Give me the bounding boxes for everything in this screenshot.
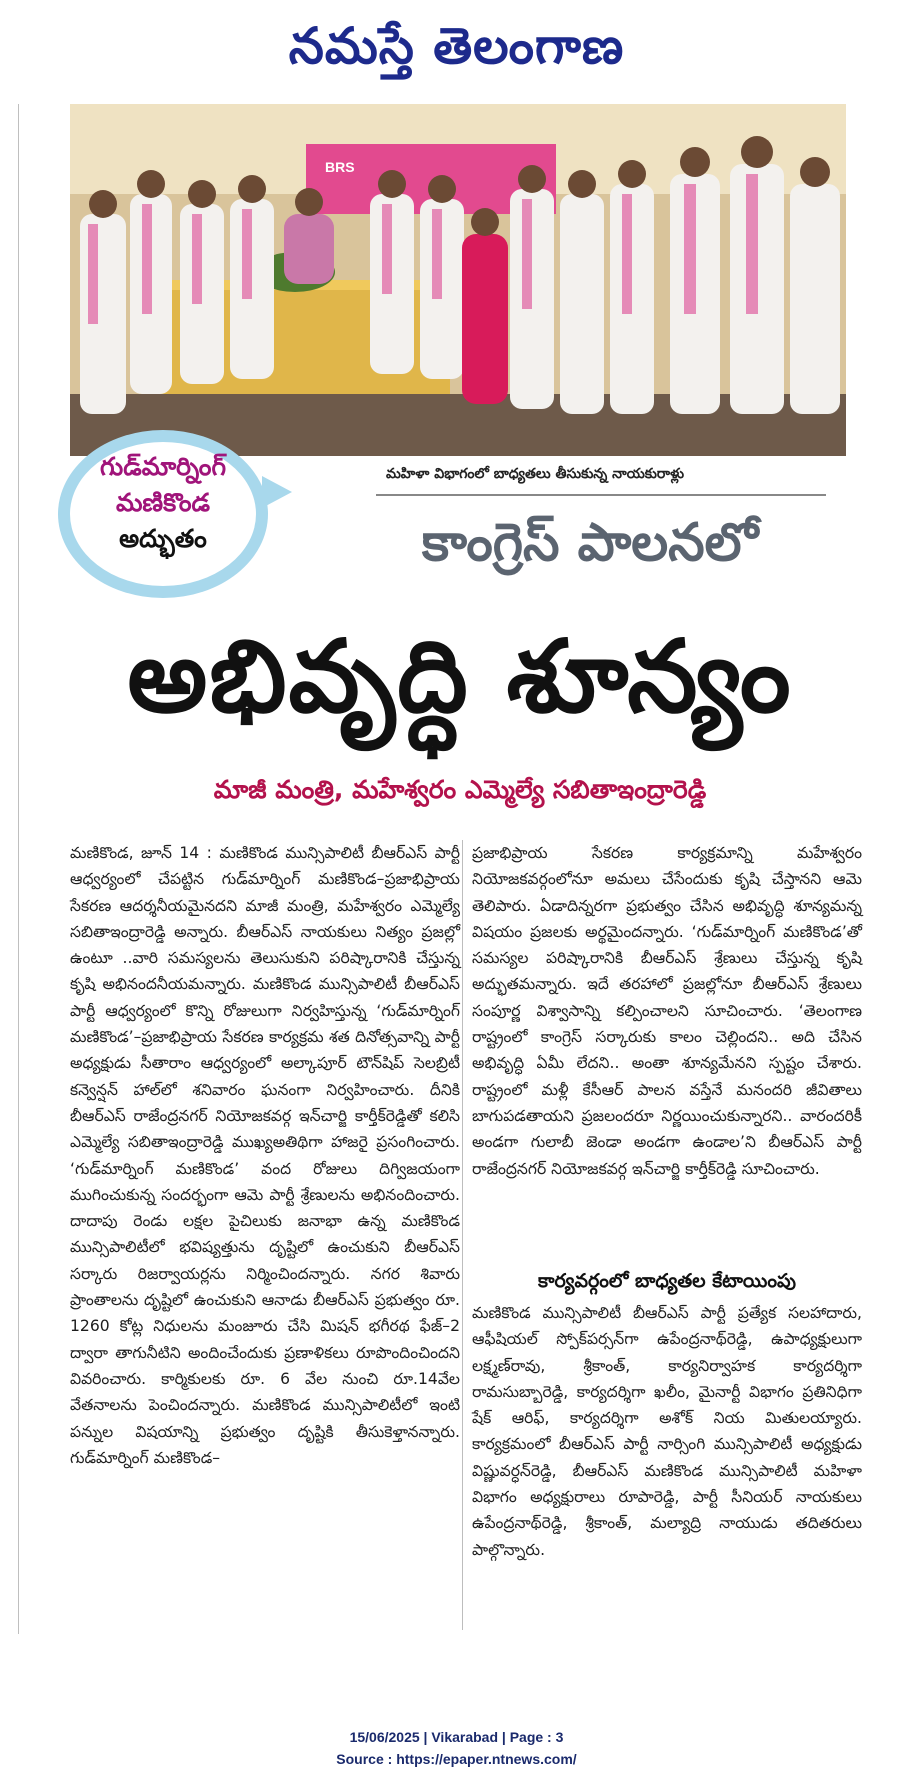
- photo-caption: మహిళా విభాగంలో బాధ్యతలు తీసుకున్న నాయకురాళ్లు: [386, 466, 685, 482]
- banner-text: BRS: [325, 159, 355, 175]
- badge-line-2: మణికొండ: [115, 488, 211, 517]
- article-column-2: ప్రజాభిప్రాయ సేకరణ కార్యక్రమాన్ని మహేశ్వరం నియోజకవర్గంలోనూ అమలు చేసేందుకు కృషి చేస్తానని ఆమె తెలిపారు. ఏడాదిన్నరగా ప్రభుత్వం చేసిన అభివృద్ధి శూన్యమన్న విషయం ప్రజలకు అర్థమైందన్నారు. ‘గుడ్‌మార్నింగ్ మణికొండ’తో సమస్యల పరిష్కారానికి బీఆర్ఎస్ శ్రేణులు చేస్తున్న కృషి అద్భుతమన్నారు. ఇదే తరహాలో ప్రజల్లోనూ బీఆర్ఎస్ శ్రేణులు సంపూర్ణ విశ్వాసాన్ని కల్పించాలని సూచించారు. ‘తెలంగాణ రాష్ట్రంలో కాంగ్రెస్ సర్కారుకు కాలం చెల్లిందని.. అది చేసిన అభివృద్ధి ఏమీ లేదని.. అంతా శూన్యమేనని స్పష్టం చేశారు. రాష్ట్రంలో మళ్లీ కేసీఆర్ పాలన వస్తేనే మనందరి జీవితాలు బాగుపడతాయని ప్రజలందరూ నిర్ణయించుకున్నారని.. వారందరికీ అండగా గులాబీ జెండా అండగా ఉండాల’ని బీఆర్ఎస్ పార్టీ రాజేంద్రనగర్ నియోజకవర్గ ఇన్‌చార్జి కార్తీక్‌రెడ్డి సూచించారు.: [472, 844, 862, 1178]
- footer-date-line: 15/06/2025 | Vikarabad | Page : 3: [349, 1729, 564, 1745]
- masthead-title: నమస్తే తెలంగాణ: [288, 17, 625, 75]
- news-photo: [70, 104, 846, 456]
- footer: [0, 1726, 913, 1770]
- left-margin-rule: [18, 104, 19, 1634]
- badge-line-3: అద్భుతం: [119, 524, 207, 553]
- badge-tail: [262, 476, 292, 508]
- article-column-1: మణికొండ, జూన్ 14 : మణికొండ మున్సిపాలిటీ బీఆర్ఎస్ పార్టీ ఆధ్వర్యంలో చేపట్టిన గుడ్‌మార్నింగ్ మణికొండ–ప్రజాభిప్రాయ సేకరణ ఆదర్శనీయమైనదని మాజీ మంత్రి, మహేశ్వరం ఎమ్మెల్యే సబితాఇంద్రారెడ్డి అన్నారు. బీఆర్ఎస్ నాయకులు నిత్యం ప్రజల్లో ఉంటూ ..వారి సమస్యలను తెలుసుకుని పరిష్కారానికి చేస్తున్న కృషి అభినందనీయమన్నారు. మణికొండ మున్సిపాలిటీ బీఆర్ఎస్ పార్టీ ఆధ్వర్యంలో కొన్ని రోజులుగా నిర్వహిస్తున్న ‘గుడ్‌మార్నింగ్ మణికొండ’–ప్రజాభిప్రాయ సేకరణ కార్యక్రమ శత దినోత్సవాన్ని పార్టీ అధ్యక్షుడు సీతారాం ఆధ్వర్యంలో అల్కాపూర్ టౌన్‌షిప్ సెలబ్రిటీ కన్వెన్షన్ హాల్‌లో శనివారం ఘనంగా నిర్వహించారు. దీనికి బీఆర్ఎస్ రాజేంద్రనగర్ నియోజకవర్గ ఇన్‌చార్జి కార్తీక్‌రెడ్డితో కలిసి ఎమ్మెల్యే సబితాఇంద్రారెడ్డి ముఖ్యఅతిథిగా హాజరై ప్రసంగించారు. ‘గుడ్‌మార్నింగ్ మణికొండ’ వంద రోజులు దిగ్విజయంగా ముగించుకున్న సందర్భంగా ఆమె పార్టీ శ్రేణులను అభినందించారు. దాదాపు రెండు లక్షల పైచిలుకు జనాభా ఉన్న మణికొండ మున్సిపాలిటీలో భవిష్యత్తును దృష్టిలో ఉంచుకుని బీఆర్ఎస్ సర్కారు రిజర్వాయర్లను నిర్మించిందన్నారు. నగర శివారు ప్రాంతాలను దృష్టిలో ఉంచుకుని ఆనాడు బీఆర్ఎస్ ప్రభుత్వం రూ. 1260 కోట్ల నిధులను మంజూరు చేసి మిషన్ భగీరథ ఫేజ్–2 ద్వారా తాగునీటిని అందించేందుకు ప్రణాళికలు రూపొందించిందని వివరించారు. కార్మికులకు రూ. 6 వేల నుంచి రూ.14వేల వేతనాలను పెంచిందన్నారు. మణికొండ మున్సిపాలిటీలో ఇంటి పన్నుల విషయాన్ని ప్రభుత్వం దృష్టికి తీసుకెళ్తానన్నారు. గుడ్‌మార్నింగ్ మణికొండ–: [70, 844, 460, 1467]
- article-subhead: మాజీ మంత్రి, మహేశ్వరం ఎమ్మెల్యే సబితాఇంద్రారెడ్డి: [213, 775, 707, 804]
- article-kicker: కాంగ్రెస్ పాలనలో: [421, 513, 759, 573]
- masthead: [0, 6, 913, 86]
- article-column-2b: మణికొండ మున్సిపాలిటీ బీఆర్ఎస్ పార్టీ ప్రత్యేక సలహాదారు, ఆఫీషియల్ స్పోక్‌పర్సన్‌గా ఉపేంద్రనాథ్‌రెడ్డి, ఉపాధ్యక్షులుగా లక్ష్మణ్‌రావు, శ్రీకాంత్, కార్యనిర్వాహక కార్యదర్శిగా రామసుబ్బారెడ్డి, కార్యదర్శిగా ఖలీం, మైనార్టీ విభాగం ప్రతినిధిగా షేక్ ఆరిఫ్, కార్యదర్శిగా అశోక్ నియ మితులయ్యారు. కార్యక్రమంలో బీఆర్ఎస్ పార్టీ నార్సింగి మున్సిపాలిటీ అధ్యక్షుడు విష్ణువర్ధన్‌రెడ్డి, బీఆర్ఎస్ మణికొండ మున్సిపాలిటీ మహిళా విభాగం అధ్యక్షురాలు రూపారెడ్డి, పార్టీ సీనియర్ నాయకులు ఉపేంద్రనాథ్‌రెడ్డి, శ్రీకాంత్, మల్యాద్రి నాయుడు తదితరులు పాల్గొన్నారు.: [472, 1304, 862, 1559]
- badge-line-1: గుడ్‌మార్నింగ్: [99, 452, 227, 481]
- column-divider: [462, 840, 463, 1630]
- section-heading: కార్యవర్గంలో బాధ్యతల కేటాయింపు: [538, 1270, 796, 1292]
- article-headline: అభివృద్ధి శూన్యం: [127, 618, 793, 735]
- news-photo-illustration: [70, 104, 846, 456]
- footer-source-line: Source : https://epaper.ntnews.com/: [336, 1751, 577, 1767]
- caption-rule: [376, 494, 826, 496]
